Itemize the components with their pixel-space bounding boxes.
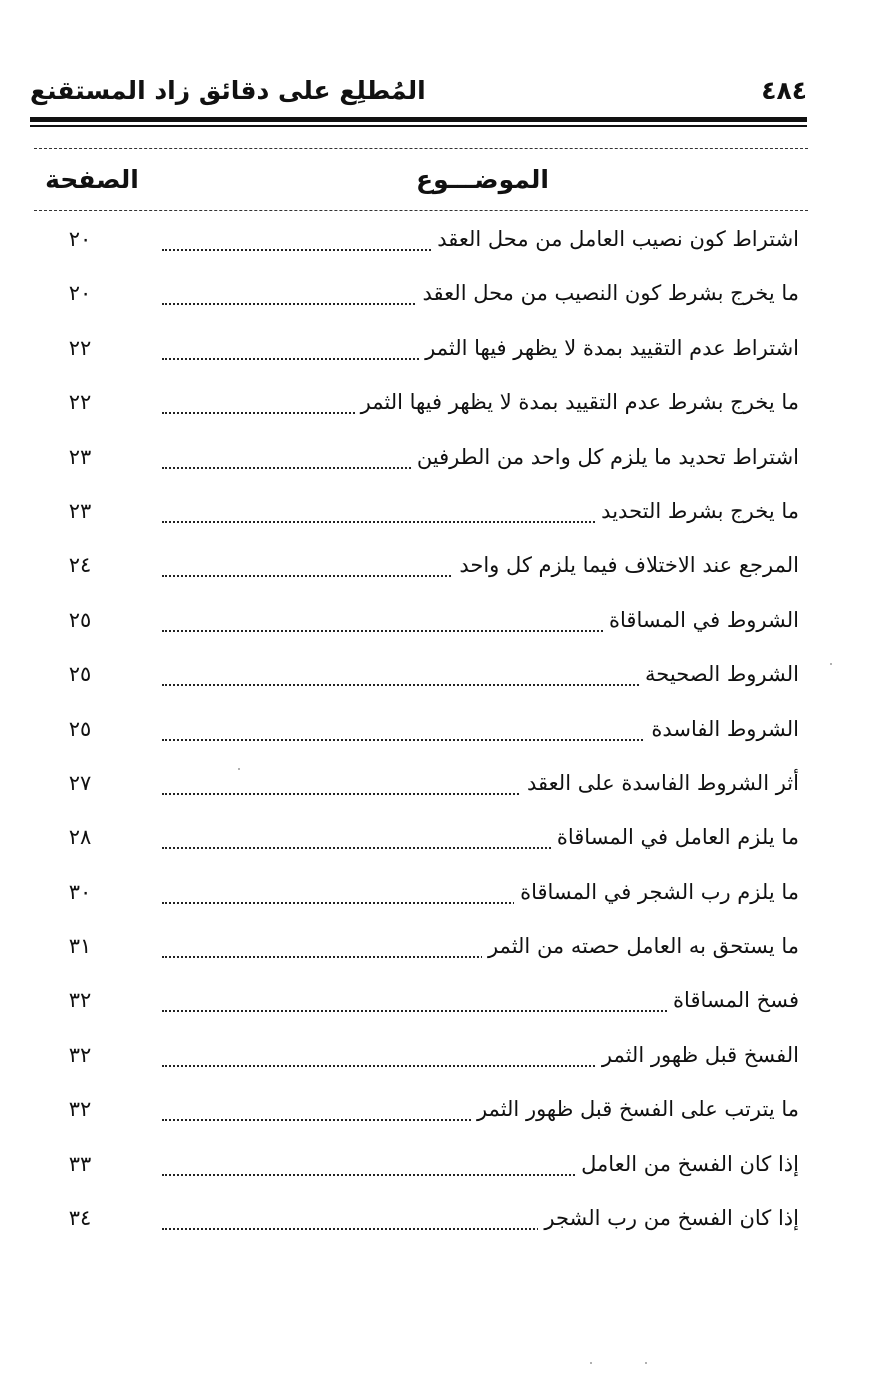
entry-title: ما يخرج بشرط التحديد — [595, 496, 799, 526]
toc-entry — [40, 1034, 799, 1088]
scan-speck — [238, 768, 240, 770]
toc-entry — [40, 381, 799, 435]
toc-entry — [40, 327, 799, 381]
entry-title: اشتراط عدم التقييد بمدة لا يظهر فيها الثمر — [419, 333, 799, 363]
entry-title: فسخ المساقاة — [667, 985, 799, 1015]
entry-title: ما يخرج بشرط كون النصيب من محل العقد — [417, 278, 799, 308]
toc-entry — [40, 436, 799, 490]
entry-page-number: ٢٠ — [68, 281, 92, 306]
entry-page-number: ٣٢ — [68, 1042, 92, 1067]
entry-title: ما يخرج بشرط عدم التقييد بمدة لا يظهر فيها الثمر — [355, 387, 799, 417]
dashed-rule-top — [34, 148, 808, 149]
entry-page-number: ٢٢ — [68, 390, 92, 415]
dashed-rule-bottom — [34, 210, 808, 211]
entry-title: اشتراط كون نصيب العامل من محل العقد — [431, 224, 799, 254]
header-rule-thick — [30, 117, 807, 122]
entry-page-number: ٢٥ — [68, 716, 92, 741]
running-header — [30, 72, 807, 116]
entry-title: إذا كان الفسخ من العامل — [575, 1149, 799, 1179]
entry-title: أثر الشروط الفاسدة على العقد — [521, 768, 799, 798]
entry-page-number: ٢٣ — [68, 498, 92, 523]
entry-title: المرجع عند الاختلاف فيما يلزم كل واحد — [453, 550, 799, 580]
toc-entry — [40, 762, 799, 816]
toc-entry — [40, 816, 799, 870]
toc-entry — [40, 599, 799, 653]
header-rule-thin — [30, 125, 807, 127]
entry-page-number: ٢٥ — [68, 662, 92, 687]
table-of-contents — [40, 218, 799, 1251]
entry-page-number: ٣١ — [68, 934, 92, 959]
entry-title: الشروط في المساقاة — [603, 605, 799, 635]
entry-title: ما يستحق به العامل حصته من الثمر — [482, 931, 799, 961]
toc-entry — [40, 871, 799, 925]
entry-page-number: ٢٨ — [68, 825, 92, 850]
toc-entry — [40, 653, 799, 707]
toc-entry — [40, 1088, 799, 1142]
toc-entry — [40, 544, 799, 598]
entry-page-number: ٢٤ — [68, 553, 92, 578]
entry-page-number: ٣٢ — [68, 1097, 92, 1122]
scan-speck — [590, 1362, 592, 1364]
entry-title: ما يلزم رب الشجر في المساقاة — [514, 877, 799, 907]
running-title: المُطلِع على دقائق زاد المستقنع — [30, 76, 426, 105]
toc-entry — [40, 1143, 799, 1197]
toc-entry — [40, 979, 799, 1033]
entry-page-number: ٢٢ — [68, 335, 92, 360]
entry-page-number: ٢٥ — [68, 607, 92, 632]
entry-page-number: ٣٢ — [68, 988, 92, 1013]
toc-entry — [40, 272, 799, 326]
toc-entry — [40, 1197, 799, 1251]
entry-page-number: ٣٣ — [68, 1151, 92, 1176]
scan-speck — [645, 1362, 647, 1364]
entry-title: الشروط الصحيحة — [639, 659, 799, 689]
entry-page-number: ٢٠ — [68, 227, 92, 251]
page-number: ٤٨٤ — [761, 76, 807, 105]
entry-title: الشروط الفاسدة — [645, 714, 799, 744]
topic-column-heading: الموضـــوع — [416, 165, 549, 194]
toc-entry — [40, 925, 799, 979]
entry-page-number: ٢٣ — [68, 444, 92, 469]
entry-title: إذا كان الفسخ من رب الشجر — [538, 1203, 799, 1233]
page-column-heading: الصفحة — [45, 165, 139, 194]
toc-entry — [40, 490, 799, 544]
entry-title: ما يترتب على الفسخ قبل ظهور الثمر — [471, 1094, 799, 1124]
entry-page-number: ٢٧ — [68, 770, 92, 795]
toc-entry — [40, 218, 799, 272]
entry-page-number: ٣٤ — [68, 1206, 92, 1231]
toc-entry — [40, 708, 799, 762]
entry-page-number: ٣٠ — [68, 879, 92, 904]
entry-title: الفسخ قبل ظهور الثمر — [596, 1040, 799, 1070]
entry-title: اشتراط تحديد ما يلزم كل واحد من الطرفين — [411, 442, 799, 472]
scan-speck — [830, 663, 832, 665]
entry-title: ما يلزم العامل في المساقاة — [551, 822, 799, 852]
